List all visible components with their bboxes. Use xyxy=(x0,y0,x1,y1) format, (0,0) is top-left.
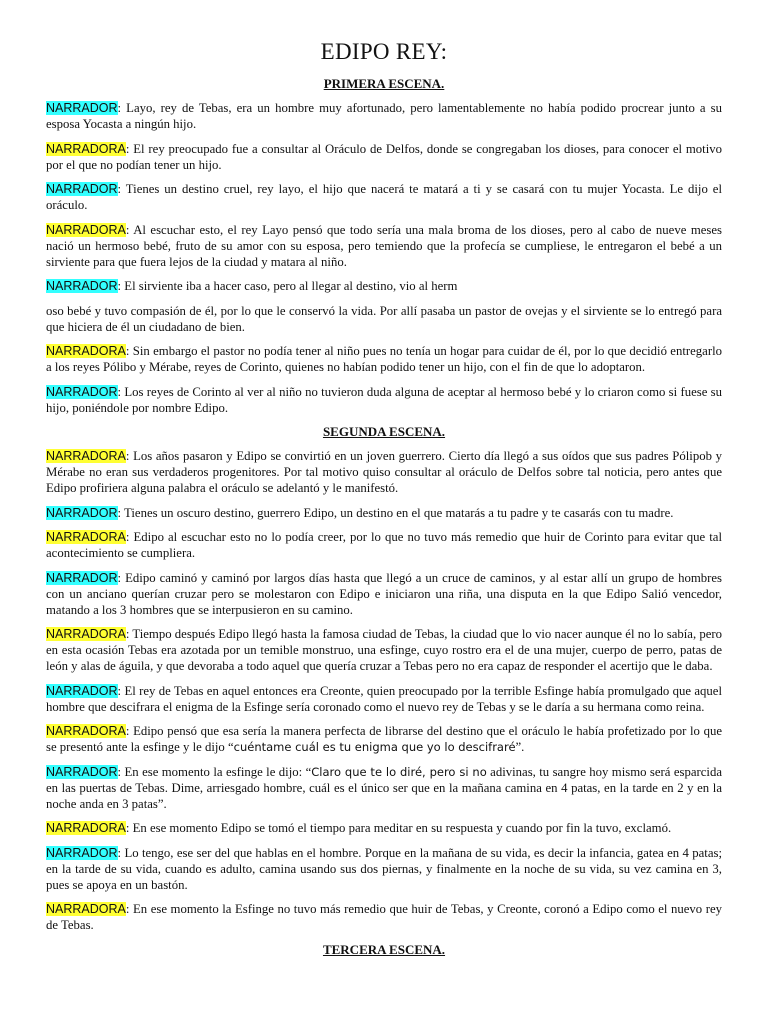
dialogue-paragraph: NARRADORA: El rey preocupado fue a consultar al Oráculo de Delfos, donde se congregaban los dioses, para conocer el motivo por el que no podían tener un hijo. xyxy=(46,141,722,172)
speaker-narrador: NARRADOR xyxy=(46,279,118,293)
paragraph-text: Edipo al escuchar esto no lo podía creer, por lo que no tuvo más remedio que huir de Corinto para evitar que tal acontecimiento se cumpliera. xyxy=(46,530,722,560)
dialogue-paragraph: NARRADORA: En ese momento la Esfinge no tuvo más remedio que huir de Tebas, y Creonte, coronó a Edipo como el nuevo rey de Tebas. xyxy=(46,902,722,932)
scene-1-body xyxy=(46,100,722,416)
paragraph-text: Los años pasaron y Edipo se convirtió en un joven guerrero. Cierto día llegó a sus oídos que sus padres Pólipob y Mérabe no eran sus verdaderos progenitores. Por tal motivo quiso consultar al oráculo de Delfos sobre tal noticia, pero antes que Edipo profiriera alguna palabra el oráculo se adelantó y le manifestó. xyxy=(46,449,722,495)
paragraph-text: Sin embargo el pastor no podía tener al niño pues no tenía un hogar para cuidar de él, por lo que decidió entregarlo a los reyes Pólibo y Mérabe, reyes de Corinto, quienes no habían podido tener un hijo, con el fin de que lo adoptaron. xyxy=(46,344,722,374)
paragraph-text: En ese momento la esfinge le dijo: “ xyxy=(121,764,312,779)
paragraph-text: Edipo caminó y caminó por largos días hasta que llegó a un cruce de caminos, y al estar allí un grupo de hombres con un anciano querían cruzar pero se molestaron con Edipo e iniciaron una riña, una disputa en la que Edipo Salió vencedor, matando a los 3 hombres que se interpusieron en su camino. xyxy=(46,570,722,617)
paragraph-text: Tienes un destino cruel, rey layo, el hijo que nacerá te matará a ti y se casará con tu mujer Yocasta. Le dijo el oráculo. xyxy=(46,182,722,212)
paragraph-text: Edipo pensó que esa sería la manera perfecta de librarse del destino que el oráculo le había profetizado por lo que se presentó ante la esfinge y le dijo “ xyxy=(46,724,722,754)
dialogue-paragraph: NARRADOR: Edipo caminó y caminó por largos días hasta que llegó a un cruce de caminos, y al estar allí un grupo de hombres con un anciano querían cruzar pero se molestaron con Edipo e iniciaron una riña, una disputa en la que Edipo Salió vencedor, matando a los 3 hombres que se interpusieron en su camino. xyxy=(46,570,722,617)
speaker-narrador: NARRADOR xyxy=(46,683,118,698)
speaker-narradora: NARRADORA xyxy=(46,449,126,463)
paragraph-text: Los reyes de Corinto al ver al niño no tuvieron duda alguna de aceptar al hermoso bebé y lo criaron como si fuese su hijo, poniéndole por nombre Edipo. xyxy=(46,384,722,415)
dialogue-paragraph: NARRADOR: El sirviente iba a hacer caso, pero al llegar al destino, vio al herm xyxy=(46,279,458,293)
scene-heading-3: TERCERA ESCENA. xyxy=(322,941,446,957)
quoted-speech: cuéntame cuál es tu enigma que yo lo descifraré xyxy=(233,740,516,754)
paragraph-text: El rey preocupado fue a consultar al Oráculo de Delfos, donde se congregaban los dioses, para conocer el motivo por el que no podían tener un hijo. xyxy=(46,141,722,172)
dialogue-paragraph: NARRADOR: Lo tengo, ese ser del que hablas en el hombre. Porque en la mañana de su vida, es decir la infancia, gatea en 4 patas; en la tarde de su vida, cuando es adulto, camina usando sus dos piernas, y finalmente en la noche de su vida, su vez camina en 3, pues se apoya en un bastón. xyxy=(46,845,722,892)
dialogue-paragraph: NARRADOR: El rey de Tebas en aquel entonces era Creonte, quien preocupado por la terrible Esfinge había promulgado que aquel hombre que descifrara el enigma de la Esfinge sería coronado como el nuevo rey de Tebas y se le daría a su hermana como reina. xyxy=(46,683,722,714)
speaker-narradora: NARRADORA xyxy=(46,821,126,835)
document-title: EDIPO REY: xyxy=(320,39,448,64)
dialogue-paragraph: NARRADORA: Tiempo después Edipo llegó hasta la famosa ciudad de Tebas, la ciudad que lo vio nacer aunque él no lo sabía, pero en esta ocasión Tebas era azotada por un temible monstruo, una esfinge, cuyo rostro era el de una mujer, cuerpo de perro, patas de león y alas de águila, y que devoraba a todo aquel que quería cruzar a Tebas pero no era capaz de responder el acertijo que le daba. xyxy=(46,627,722,673)
speaker-narradora: NARRADORA xyxy=(46,141,126,156)
paragraph-text-continued: ”. xyxy=(515,740,525,754)
speaker-narrador: NARRADOR xyxy=(46,570,118,585)
speaker-narrador: NARRADOR xyxy=(46,845,118,860)
dialogue-paragraph: NARRADORA: Sin embargo el pastor no podía tener al niño pues no tenía un hogar para cuidar de él, por lo que decidió entregarlo a los reyes Pólibo y Mérabe, reyes de Corinto, quienes no habían podido tener un hijo, con el fin de que lo adoptaron. xyxy=(46,344,722,374)
dialogue-paragraph: NARRADOR: Los reyes de Corinto al ver al niño no tuvieron duda alguna de aceptar al hermoso bebé y lo criaron como si fuese su hijo, poniéndole por nombre Edipo. xyxy=(46,384,722,415)
speaker-narrador: NARRADOR xyxy=(46,182,118,196)
paragraph-text: Tienes un oscuro destino, guerrero Edipo, un destino en el que matarás a tu padre y te casarás con tu madre. xyxy=(121,505,674,520)
dialogue-paragraph: NARRADOR: Layo, rey de Tebas, era un hombre muy afortunado, pero lamentablemente no había podido procrear junto a su esposa Yocasta a ningún hijo. xyxy=(46,101,722,131)
paragraph-text: Al escuchar esto, el rey Layo pensó que todo sería una mala broma de los dioses, pero al cabo de nueve meses nació un hermoso bebé, fruto de su amor con su esposa, pero temiendo que la profecía se cumpliese, le entregaron el bebé a un sirviente para que fuera lejos de la ciudad y matara al niño. xyxy=(46,222,722,269)
dialogue-paragraph: NARRADORA: Edipo pensó que esa sería la manera perfecta de librarse del destino que el oráculo le había profetizado por lo que se presentó ante la esfinge y le dijo “cuéntame cuál es tu enigma que yo lo descifraré”. xyxy=(46,724,722,754)
quoted-speech: Claro que te lo diré, pero si no xyxy=(311,764,487,779)
paragraph-text: Lo tengo, ese ser del que hablas en el hombre. Porque en la mañana de su vida, es decir la infancia, gatea en 4 patas; en la tarde de su vida, cuando es adulto, camina usando sus dos piernas, y finalmente en la noche de su vida, su vez camina en 3, pues se apoya en un bastón. xyxy=(46,845,722,892)
speaker-narradora: NARRADORA xyxy=(46,344,126,358)
dialogue-paragraph xyxy=(46,303,722,335)
scene-heading-2: SEGUNDA ESCENA. xyxy=(322,424,446,439)
scene-heading-1: PRIMERA ESCENA. xyxy=(323,76,445,91)
dialogue-paragraph: NARRADORA: En ese momento Edipo se tomó el tiempo para meditar en su respuesta y cuando por fin la tuvo, exclamó. xyxy=(46,821,672,835)
speaker-narradora: NARRADORA xyxy=(46,530,126,544)
speaker-narrador: NARRADOR xyxy=(46,764,118,779)
paragraph-text: oso bebé y tuvo compasión de él, por lo que le conservó la vida. Por allí pasaba un pastor de ovejas y el sirviente se lo entregó para que hiciera de él un ciudadano de bien. xyxy=(46,303,722,334)
speaker-narrador: NARRADOR xyxy=(46,384,118,399)
paragraph-text: Tiempo después Edipo llegó hasta la famosa ciudad de Tebas, la ciudad que lo vio nacer aunque él no lo sabía, pero en esta ocasión Tebas era azotada por un temible monstruo, una esfinge, cuyo rostro era el de una mujer, cuerpo de perro, patas de león y alas de águila, y que devoraba a todo aquel que quería cruzar a Tebas pero no era capaz de responder el acertijo que le daba. xyxy=(46,627,722,673)
paragraph-text: El rey de Tebas en aquel entonces era Creonte, quien preocupado por la terrible Esfinge había promulgado que aquel hombre que descifrara el enigma de la Esfinge sería coronado como el nuevo rey de Tebas y se le daría a su hermana como reina. xyxy=(46,683,722,714)
speaker-narrador: NARRADOR xyxy=(46,101,118,115)
speaker-narradora: NARRADORA xyxy=(46,902,126,916)
dialogue-paragraph: NARRADOR: En ese momento la esfinge le dijo: “Claro que te lo diré, pero si no adivinas, tu sangre hoy mismo será esparcida en las puertas de Tebas. Dime, arriesgado hombre, cuál es el único ser que en la mañana camina en 4 patas, en la tarde en 2 y en la noche anda en 3 patas”. xyxy=(46,764,722,811)
dialogue-paragraph: NARRADORA: Edipo al escuchar esto no lo podía creer, por lo que no tuvo más remedio que huir de Corinto para evitar que tal acontecimiento se cumpliera. xyxy=(46,530,722,560)
paragraph-text: En ese momento Edipo se tomó el tiempo para meditar en su respuesta y cuando por fin la tuvo, exclamó. xyxy=(129,821,672,835)
dialogue-paragraph: NARRADOR: Tienes un oscuro destino, guerrero Edipo, un destino en el que matarás a tu padre y te casarás con tu madre. xyxy=(46,505,674,520)
speaker-narradora: NARRADORA xyxy=(46,222,126,237)
speaker-narradora: NARRADORA xyxy=(46,627,126,641)
scene-2-body xyxy=(46,448,722,933)
speaker-narrador: NARRADOR xyxy=(46,505,118,520)
speaker-narradora: NARRADORA xyxy=(46,724,126,738)
dialogue-paragraph: NARRADOR: Tienes un destino cruel, rey layo, el hijo que nacerá te matará a ti y se casará con tu mujer Yocasta. Le dijo el oráculo. xyxy=(46,182,722,212)
dialogue-paragraph: NARRADORA: Los años pasaron y Edipo se convirtió en un joven guerrero. Cierto día llegó a sus oídos que sus padres Pólipob y Mérabe no eran sus verdaderos progenitores. Por tal motivo quiso consultar al oráculo de Delfos sobre tal noticia, pero antes que Edipo profiriera alguna palabra el oráculo se adelantó y le manifestó. xyxy=(46,449,722,495)
paragraph-text: En ese momento la Esfinge no tuvo más remedio que huir de Tebas, y Creonte, coronó a Edipo como el nuevo rey de Tebas. xyxy=(46,902,722,932)
paragraph-text: Layo, rey de Tebas, era un hombre muy afortunado, pero lamentablemente no había podido procrear junto a su esposa Yocasta a ningún hijo. xyxy=(46,101,722,131)
paragraph-text: El sirviente iba a hacer caso, pero al llegar al destino, vio al herm xyxy=(121,279,458,293)
paragraph-text-continued: adivinas, tu sangre hoy mismo será esparcida en las puertas de Tebas. Dime, arriesgado hombre, cuál es el único ser que en la mañana camina en 4 patas, en la tarde en 2 y en la noche anda en 3 patas”. xyxy=(46,764,722,811)
dialogue-paragraph: NARRADORA: Al escuchar esto, el rey Layo pensó que todo sería una mala broma de los dioses, pero al cabo de nueve meses nació un hermoso bebé, fruto de su amor con su esposa, pero temiendo que la profecía se cumpliese, le entregaron el bebé a un sirviente para que fuera lejos de la ciudad y matara al niño. xyxy=(46,222,722,269)
